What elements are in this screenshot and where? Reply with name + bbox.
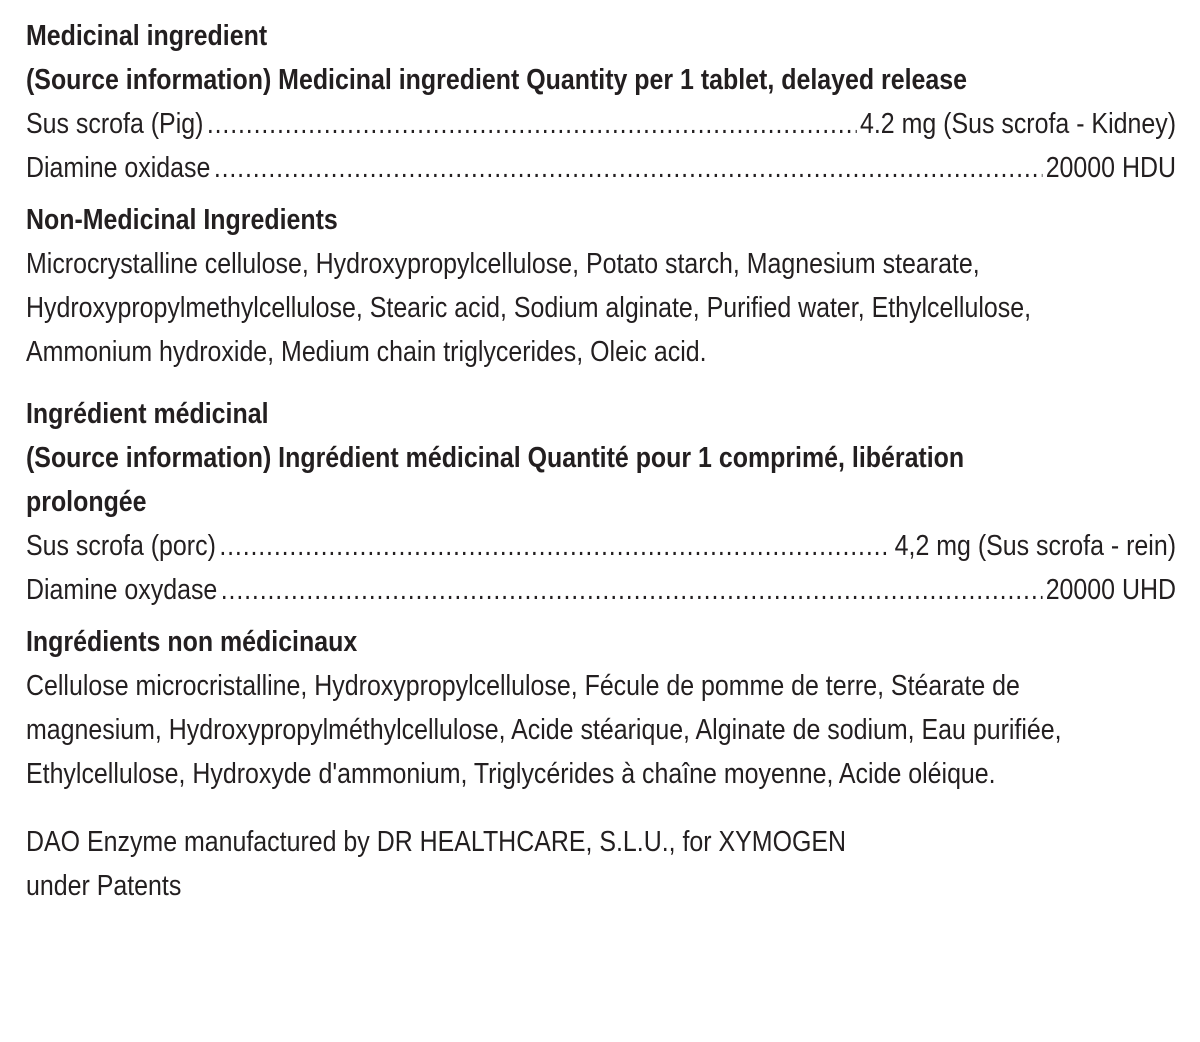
manufacturer-note: DAO Enzyme manufactured by DR HEALTHCARE, S.L.U., for XYMOGEN <box>26 826 847 858</box>
ingredient-row-fr <box>26 524 1176 568</box>
medicinal-ingredient-heading-fr: Ingrédient médicinal <box>26 398 269 430</box>
ingredient-quantity: 4.2 mg (Sus scrofa - Kidney) <box>859 108 1177 140</box>
source-information-heading: (Source information) Medicinal ingredient Quantity per 1 tablet, delayed release <box>26 64 968 96</box>
patents-note: under Patents <box>26 870 182 902</box>
ingredient-quantity: 4,2 mg (Sus scrofa - rein) <box>894 530 1177 562</box>
leader-dots <box>207 102 857 146</box>
leader-dots <box>219 524 891 568</box>
non-medicinal-heading-fr: Ingrédients non médicinaux <box>26 626 358 658</box>
ingredient-name: Diamine oxidase <box>26 152 211 184</box>
ingredient-row <box>26 146 1176 190</box>
ingredient-quantity: 20000 UHD <box>1045 574 1177 606</box>
leader-dots <box>221 568 1043 612</box>
ingredient-label <box>26 14 1176 908</box>
source-information-heading-fr-cont: prolongée <box>26 486 147 518</box>
ingredient-row-fr <box>26 568 1176 612</box>
ingredient-name: Sus scrofa (Pig) <box>26 108 204 140</box>
ingredient-row <box>26 102 1176 146</box>
source-information-heading-fr: (Source information) Ingrédient médicinal Quantité pour 1 comprimé, libération <box>26 442 965 474</box>
non-medicinal-list: Microcrystalline cellulose, Hydroxypropylcellulose, Potato starch, Magnesium stearate, Hydroxypropylmethylcellulose, Stearic acid, Sodium alginate, Purified water, Ethylcellulose, Ammonium hydroxide, Medium chain triglycerides, Oleic acid. <box>26 248 1032 368</box>
non-medicinal-heading: Non-Medicinal Ingredients <box>26 204 338 236</box>
non-medicinal-list-fr: Cellulose microcristalline, Hydroxypropylcellulose, Fécule de pomme de terre, Stéarate de magnesium, Hydroxypropylméthylcellulose, Acide stéarique, Alginate de sodium, Eau purifiée, Ethylcellulose, Hydroxyde d'ammonium, Triglycérides à chaîne moyenne, Acide oléique. <box>26 670 1062 790</box>
leader-dots <box>214 146 1042 190</box>
ingredient-name: Diamine oxydase <box>26 574 218 606</box>
ingredient-quantity: 20000 HDU <box>1045 152 1177 184</box>
medicinal-ingredient-heading: Medicinal ingredient <box>26 20 268 52</box>
ingredient-name: Sus scrofa (porc) <box>26 530 216 562</box>
